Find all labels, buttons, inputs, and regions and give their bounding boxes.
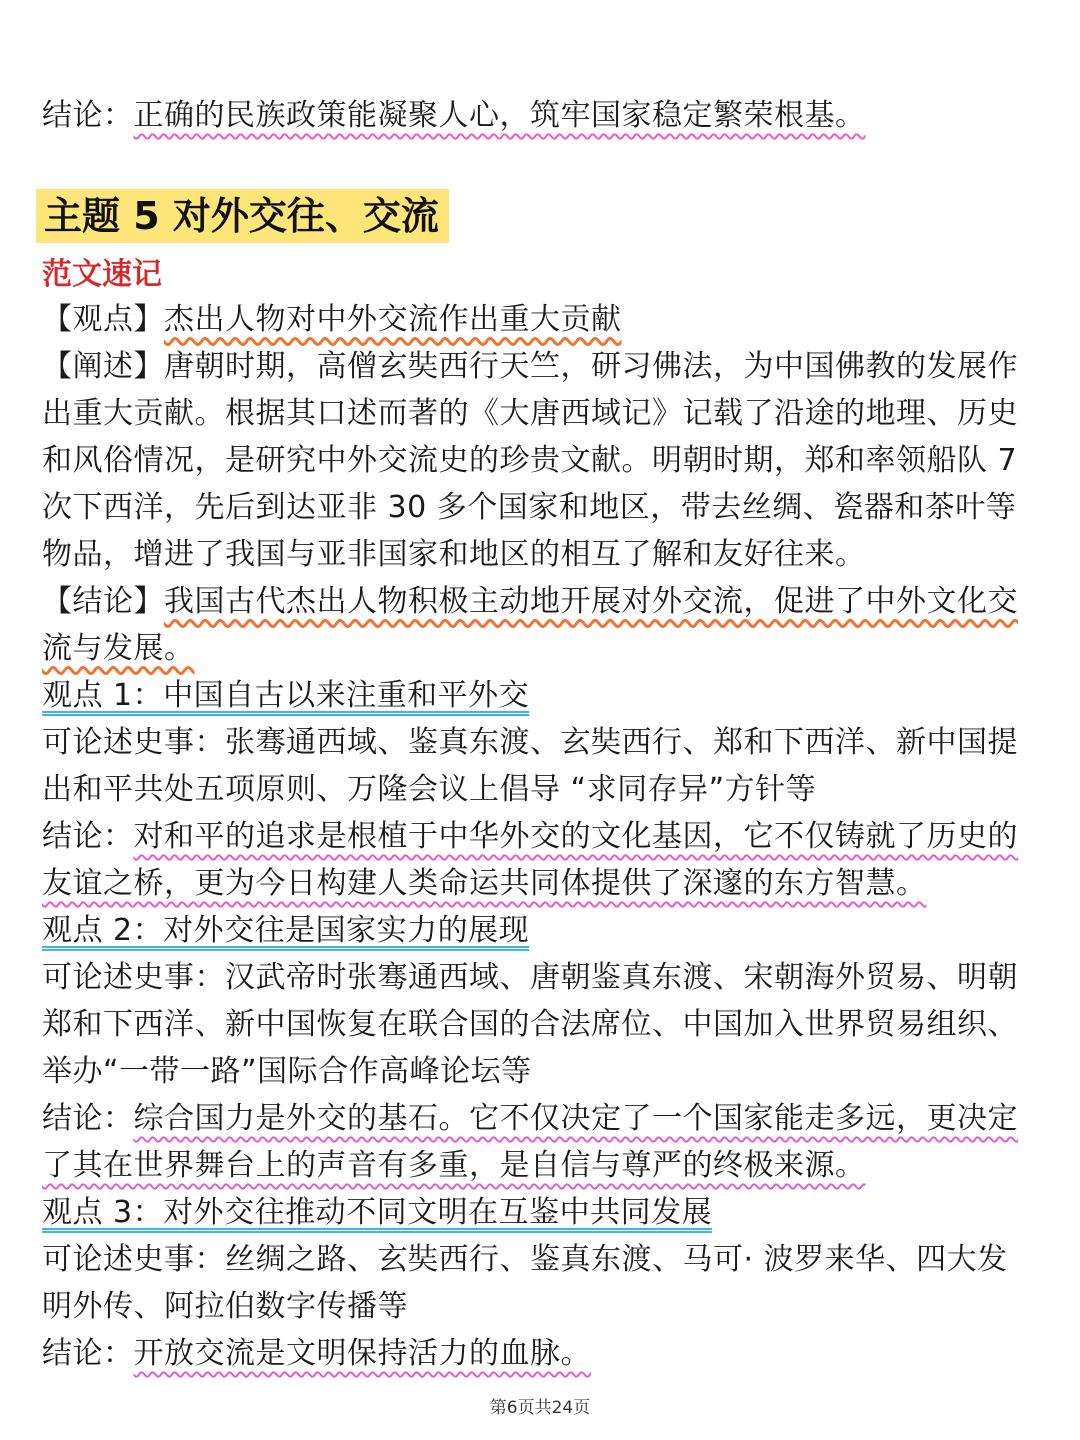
conclusion-text: 友谊之桥，更为今日构建人类命运共同体提供了深邃的东方智慧。 [42,866,927,901]
viewpoint-text: 杰出人物对中外交流作出重大贡献 [164,302,622,337]
conclusion-label: 结论： [42,1101,134,1136]
topic-heading: 主题 5 对外交往、交流 [36,189,449,243]
model-conclusion-line [42,582,1018,622]
page-indicator: 第6页共24页 [489,1398,591,1418]
elaboration-tag: 【阐述】 [42,349,164,384]
elaboration-line: 出重大贡献。根据其口述而著的《大唐西域记》记载了沿途的地理、历史 [42,396,1018,431]
viewpoint-2-facts: 举办“一带一路”国际合作高峰论坛等 [42,1054,532,1089]
elaboration-line [42,347,1018,387]
viewpoint-3-title [42,1193,712,1233]
viewpoint-2-facts: 可论述史事：汉武帝时张骞通西域、唐朝鉴真东渡、宋朝海外贸易、明朝 [42,960,1018,995]
model-viewpoint [42,300,622,340]
viewpoint-3-facts: 可论述史事：丝绸之路、玄奘西行、鉴真东渡、马可· 波罗来华、四大发 [42,1242,1008,1277]
intro-conclusion-label: 结论： [42,98,134,133]
viewpoint-1-facts: 出和平共处五项原则、万隆会议上倡导 “求同存异”方针等 [42,772,817,807]
viewpoint-3-facts: 明外传、阿拉伯数字传播等 [42,1289,408,1324]
viewpoint-title-text: 观点 2：对外交往是国家实力的展现 [42,913,530,948]
conclusion-label: 结论： [42,1336,134,1371]
elaboration-line: 物品，增进了我国与亚非国家和地区的相互了解和友好往来。 [42,537,866,572]
viewpoint-3-conclusion [42,1334,591,1374]
conclusion-text: 开放交流是文明保持活力的血脉。 [133,1336,591,1371]
conclusion-text: 综合国力是外交的基石。它不仅决定了一个国家能走多远，更决定 [133,1101,1018,1136]
viewpoint-tag: 【观点】 [42,302,164,337]
elaboration-line: 次下西洋，先后到达亚非 30 多个国家和地区，带去丝绸、瓷器和茶叶等 [42,490,1017,525]
model-conclusion-line [42,629,195,669]
viewpoint-1-conclusion [42,817,1018,857]
viewpoint-2-conclusion [42,1099,1018,1139]
viewpoint-1-facts: 可论述史事：张骞通西域、鉴真东渡、玄奘西行、郑和下西洋、新中国提 [42,725,1018,760]
viewpoint-2-facts: 郑和下西洋、新中国恢复在联合国的合法席位、中国加入世界贸易组织、 [42,1007,1018,1042]
viewpoint-1-conclusion [42,864,927,904]
conclusion-text: 了其在世界舞台上的声音有多重，是自信与尊严的终极来源。 [42,1148,866,1183]
viewpoint-title-text: 观点 1：中国自古以来注重和平外交 [42,678,530,713]
elaboration-text: 唐朝时期，高僧玄奘西行天竺，研习佛法，为中国佛教的发展作 [164,349,1018,384]
intro-conclusion-text: 正确的民族政策能凝聚人心，筑牢国家稳定繁荣根基。 [133,98,866,133]
viewpoint-2-title [42,911,529,951]
conclusion-text: 流与发展。 [42,631,195,666]
conclusion-text: 对和平的追求是根植于中华外交的文化基因，它不仅铸就了历史的 [133,819,1018,854]
viewpoint-2-conclusion [42,1146,866,1186]
conclusion-text: 我国古代杰出人物积极主动地开展对外交流，促进了中外文化交 [164,584,1018,619]
intro-conclusion [42,96,866,136]
model-essay-label: 范文速记 [42,257,162,292]
conclusion-label: 结论： [42,819,134,854]
conclusion-tag: 【结论】 [42,584,164,619]
viewpoint-1-title [42,676,529,716]
elaboration-line: 和风俗情况，是研究中外交流史的珍贵文献。明朝时期，郑和率领船队 7 [42,443,1018,478]
viewpoint-title-text: 观点 3：对外交往推动不同文明在互鉴中共同发展 [42,1195,713,1230]
